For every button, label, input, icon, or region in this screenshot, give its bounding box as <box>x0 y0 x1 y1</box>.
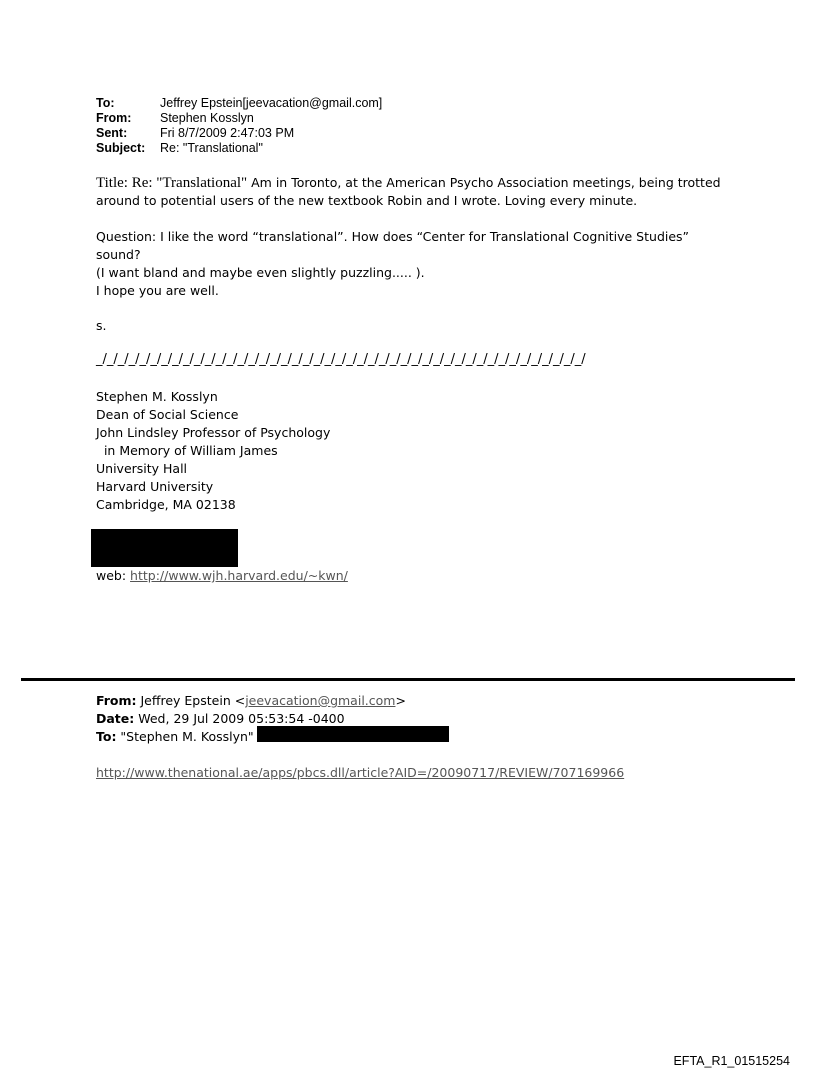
document-id: EFTA_R1_01515254 <box>673 1054 790 1068</box>
message-paragraph-2 <box>96 228 736 282</box>
message-title: Title: Re: "Translational" <box>96 175 248 191</box>
redaction-box <box>257 726 449 742</box>
signature-block <box>96 388 330 514</box>
thread-divider <box>21 678 795 681</box>
signature-line: Dean of Social Science <box>96 407 239 422</box>
message-paragraph-1 <box>96 174 736 210</box>
header-from-value: Stephen Kosslyn <box>160 111 254 125</box>
header-to-label: To: <box>96 96 115 110</box>
header-from-label: From: <box>96 111 132 125</box>
signature-line: in Memory of William James <box>96 443 278 458</box>
signature-line: University Hall <box>96 461 188 476</box>
message-paragraph-1-text: Am in Toronto, at the American Psycho Association meetings, being trotted around to potential users of the new textbook Robin and I wrote. Loving every minute. <box>96 175 721 208</box>
forwarded-article-link[interactable]: http://www.thenational.ae/apps/pbcs.dll/article?AID=/20090717/REVIEW/707169966 <box>96 765 625 780</box>
message-paragraph-3: I hope you are well. <box>96 283 219 298</box>
signature-web-link[interactable]: http://www.wjh.harvard.edu/~kwn/ <box>130 568 348 583</box>
header-subject-row <box>96 141 382 156</box>
header-to-value: Jeffrey Epstein[jeevacation@gmail.com] <box>160 96 383 110</box>
message-signoff: s. <box>96 318 107 333</box>
forwarded-from-row <box>96 692 406 710</box>
forwarded-from-close: > <box>395 693 406 708</box>
forwarded-from-email[interactable]: jeevacation@gmail.com <box>245 693 396 708</box>
signature-web-row <box>96 567 348 585</box>
forwarded-date-value: Wed, 29 Jul 2009 05:53:54 -0400 <box>134 711 345 726</box>
header-sent-row <box>96 126 382 141</box>
header-sent-value: Fri 8/7/2009 2:47:03 PM <box>160 126 295 140</box>
redaction-box <box>91 529 238 567</box>
forwarded-to-value: "Stephen M. Kosslyn" <box>116 729 254 744</box>
header-from-row <box>96 111 382 126</box>
forwarded-from-label: From: <box>96 693 137 708</box>
email-header <box>96 96 382 156</box>
header-subject-value: Re: "Translational" <box>160 141 263 155</box>
message-paragraph-2-line-1: Question: I like the word “translational”. How does “Center for Translational Cognitive Studies” sound? <box>96 229 690 262</box>
header-subject-label: Subject: <box>96 141 146 155</box>
header-to-row <box>96 96 382 111</box>
forwarded-link-row <box>96 764 624 782</box>
message-paragraph-2-line-2: (I want bland and maybe even slightly puzzling..... ). <box>96 265 425 280</box>
signature-web-label: web: <box>96 568 131 583</box>
header-sent-label: Sent: <box>96 126 128 140</box>
signature-line: Cambridge, MA 02138 <box>96 497 236 512</box>
forwarded-to-label: To: <box>96 729 117 744</box>
signature-line: John Lindsley Professor of Psychology <box>96 425 331 440</box>
signature-separator: _/_/_/_/_/_/_/_/_/_/_/_/_/_/_/_/_/_/_/_/_/_/_/_/_/_/_/_/_/_/_/_/_/_/_/_/_/_/_/_/_/_/_/_/_/ <box>96 352 586 367</box>
signature-line: Harvard University <box>96 479 214 494</box>
forwarded-date-label: Date: <box>96 711 135 726</box>
signature-name: Stephen M. Kosslyn <box>96 389 218 404</box>
forwarded-from-name: Jeffrey Epstein < <box>136 693 246 708</box>
